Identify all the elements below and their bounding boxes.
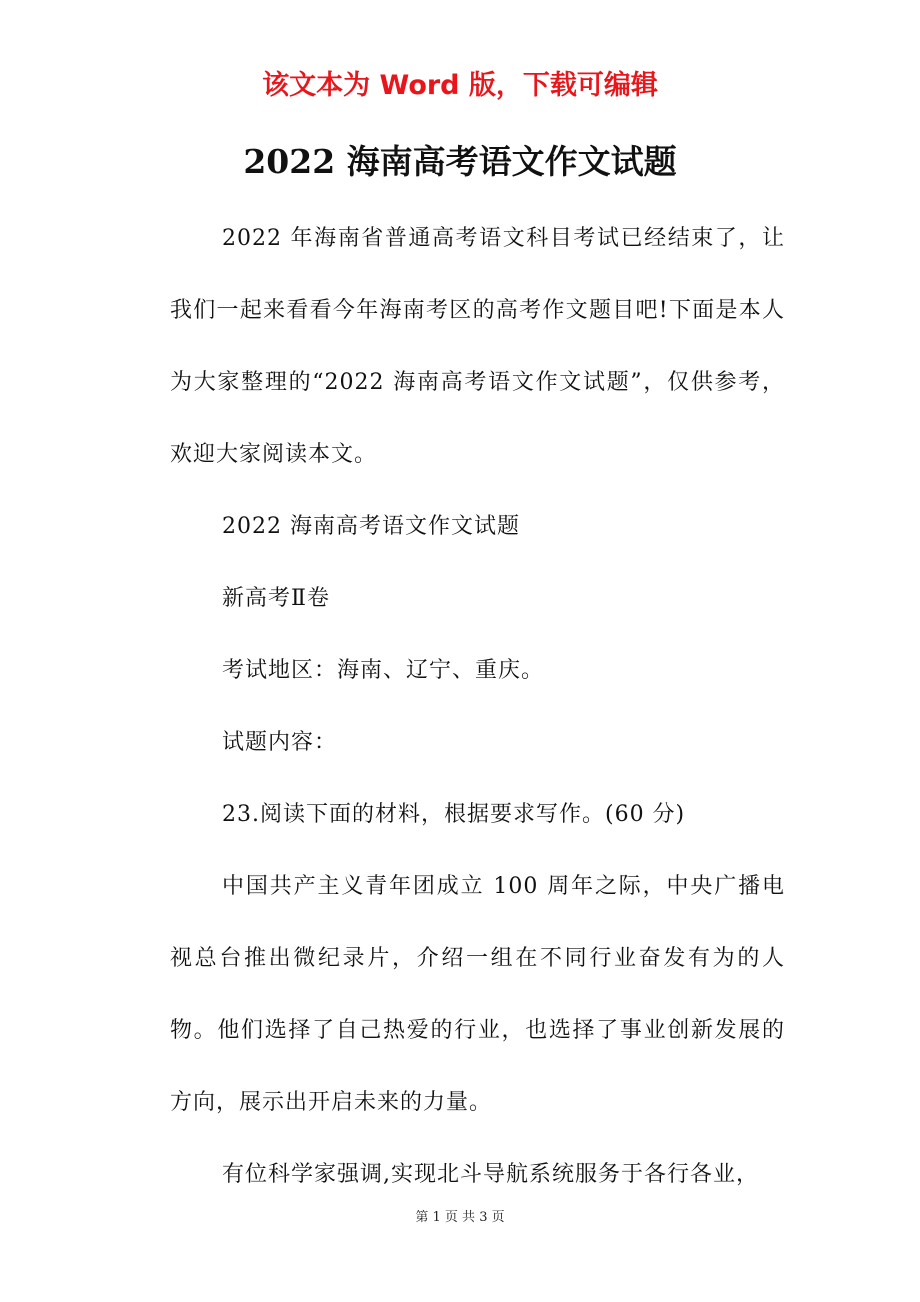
question-content-label: 试题内容： xyxy=(222,730,338,755)
download-notice-banner: 该文本为 Word 版，下载可编辑 xyxy=(262,70,658,101)
material-paragraph-1: 中国共产主义青年团成立 100 周年之际，中央广播电视总台推出微纪录片，介绍一组在不同行业奋发有为的人物。他们选择了自己热爱的行业，也选择了事业创新发展的方向，展示出开启未来的力量。 xyxy=(170,874,785,1115)
page-number-footer: 第 1 页 共 3 页 xyxy=(415,1210,505,1225)
document-body xyxy=(170,203,785,1211)
question-prompt: 23.阅读下面的材料，根据要求写作。(60 分) xyxy=(222,802,686,827)
exam-regions: 考试地区：海南、辽宁、重庆。 xyxy=(222,658,545,683)
document-title: 2022 海南高考语文作文试题 xyxy=(243,142,677,181)
intro-paragraph: 2022 年海南省普通高考语文科目考试已经结束了，让我们一起来看看今年海南考区的高考作文题目吧!下面是本人为大家整理的“2022 海南高考语文作文试题”，仅供参考，欢迎大家阅读本文。 xyxy=(170,226,785,467)
exam-paper-label: 新高考Ⅱ卷 xyxy=(222,586,330,611)
section-heading: 2022 海南高考语文作文试题 xyxy=(222,514,520,539)
material-paragraph-2: 有位科学家强调,实现北斗导航系统服务于各行各业， xyxy=(222,1162,759,1187)
